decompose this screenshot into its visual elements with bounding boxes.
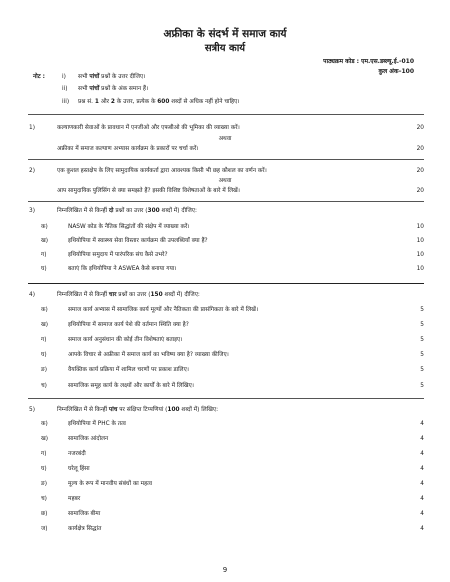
list-item: घ) बताएं कि इथियोपिया ने ASWEA कैसे बनाया गया। 10 [41,266,424,272]
divider [28,114,424,115]
notes-label: नोट : [33,74,45,80]
list-item: घ) आपके विचार से अफ्रीका में समाज कार्य का भविष्य क्या है? व्याख्या कीजिए। 5 [41,352,424,358]
list-item: ग) समाज कार्य अनुसंधान की कोई तीन विशेषताएं बताइए। 5 [41,337,424,343]
question-text: एक कुशल हस्तक्षेप के लिए सामुदायिक कार्यकर्ता द्वारा आवश्यक किसी भी छह कौशल का वर्णन करें। [57,168,267,174]
question-marks: 20 [416,168,424,174]
list-item: ख) इथियोपिया में सामाज कार्य पेशे की वर्तमान स्थिति क्या है? 5 [41,322,424,328]
question-text: निम्नलिखित में से किन्हीं पांच पर संक्षिप्त टिप्पणियां (100 शब्दों में) लिखिए: [57,407,219,413]
list-item: क) इथियोपिया में PHC के तत्व 4 [41,421,424,427]
note-item: i) सभी पांचों प्रश्नों के उत्तर दीजिए। [62,74,146,80]
list-item: ङ) मूल्य के रूप में मानवीय संबंधों का महत्व 4 [41,481,424,487]
list-item: ग) इथियोपिया समुदाय में पारंपरिक संघ कैसे उभरे? 10 [41,252,424,258]
list-item: च) महबर 4 [41,496,424,502]
page-subtitle: सत्रीय कार्य [204,43,246,54]
or-label: अथवा [218,136,232,142]
question-number: 3) [29,208,35,214]
question-text: निम्नलिखित में से किन्हीं दो प्रश्नों का उत्तर (300 शब्दों में) दीजिए: [57,208,197,214]
course-code: पाठ्यक्रम कोड : एम.एस.डब्ल्यू.ई.-010 [323,58,414,65]
list-item: छ) सामाजिक बीमा 4 [41,511,424,517]
question-marks: 20 [416,188,424,194]
question-text: कल्याणकारी सेवाओं के प्रावधान में एनजीओ और एफबीओ की भूमिका की व्याख्या करें। [57,125,240,131]
divider [28,201,424,202]
question-number: 2) [29,168,35,174]
page-title: अफ्रीका के संदर्भ में समाज कार्य [163,28,287,40]
question-alt-text: आप सामुदायिक पुलिसिंग से क्या समझते हैं? इसकी विशिष्ट विशेषताओं के बारे में लिखें। [57,188,240,194]
question-number: 5) [29,407,35,413]
divider [28,159,424,160]
list-item: ख) सामाजिक आंदोलन 4 [41,436,424,442]
question-marks: 20 [416,125,424,131]
question-marks: 20 [416,146,424,152]
divider [28,398,424,399]
list-item: क) समाज कार्य अभ्यास में सामाजिक कार्य मूल्यों और नैतिकता की प्रासंगिकता के बारे में लिखें। 5 [41,307,424,313]
list-item: ख) इथियोपिया में स्वास्थ्य सेवा विस्तार कार्यक्रम की उपलब्धियाँ क्या हैं? 10 [41,238,424,244]
question-number: 1) [29,125,35,131]
note-item: ii) सभी पांचों प्रश्नों के अंक समान हैं। [62,86,149,92]
list-item: ङ) वैयक्तिक कार्य प्रक्रिया में शामिल चरणों पर प्रकाश डालिए। 5 [41,367,424,373]
question-alt-text: अफ्रीका में समाज कल्याण अभ्यास कार्यक्रम के प्रकारों पर चर्चा करें। [57,146,199,152]
question-text: निम्नलिखित में से किन्हीं चार प्रश्नों का उत्तर (150 शब्दों में) दीजिए: [57,292,200,298]
divider [28,283,424,284]
or-label: अथवा [218,178,232,184]
list-item: ज) कार्यक्षेत्र सिद्धांत 4 [41,526,424,532]
list-item: ग) नजरबंदी 4 [41,451,424,457]
list-item: घ) घरेलू हिंसा 4 [41,466,424,472]
note-item: iii) प्रश्न सं. 1 और 2 के उत्तर, प्रत्येक के 600 शब्दों से अधिक नहीं होने चाहिए। [62,99,240,105]
list-item: क) NASW कोड के नैतिक सिद्धांतों की संक्षेप में व्याख्या करें। 10 [41,224,424,230]
list-item: च) सामाजिक समूह कार्य के लक्ष्यों और कार्यों के बारे में लिखिए। 5 [41,383,424,389]
question-number: 4) [29,292,35,298]
total-marks: कुल अंक–100 [378,68,414,75]
page-number: 9 [222,566,228,574]
